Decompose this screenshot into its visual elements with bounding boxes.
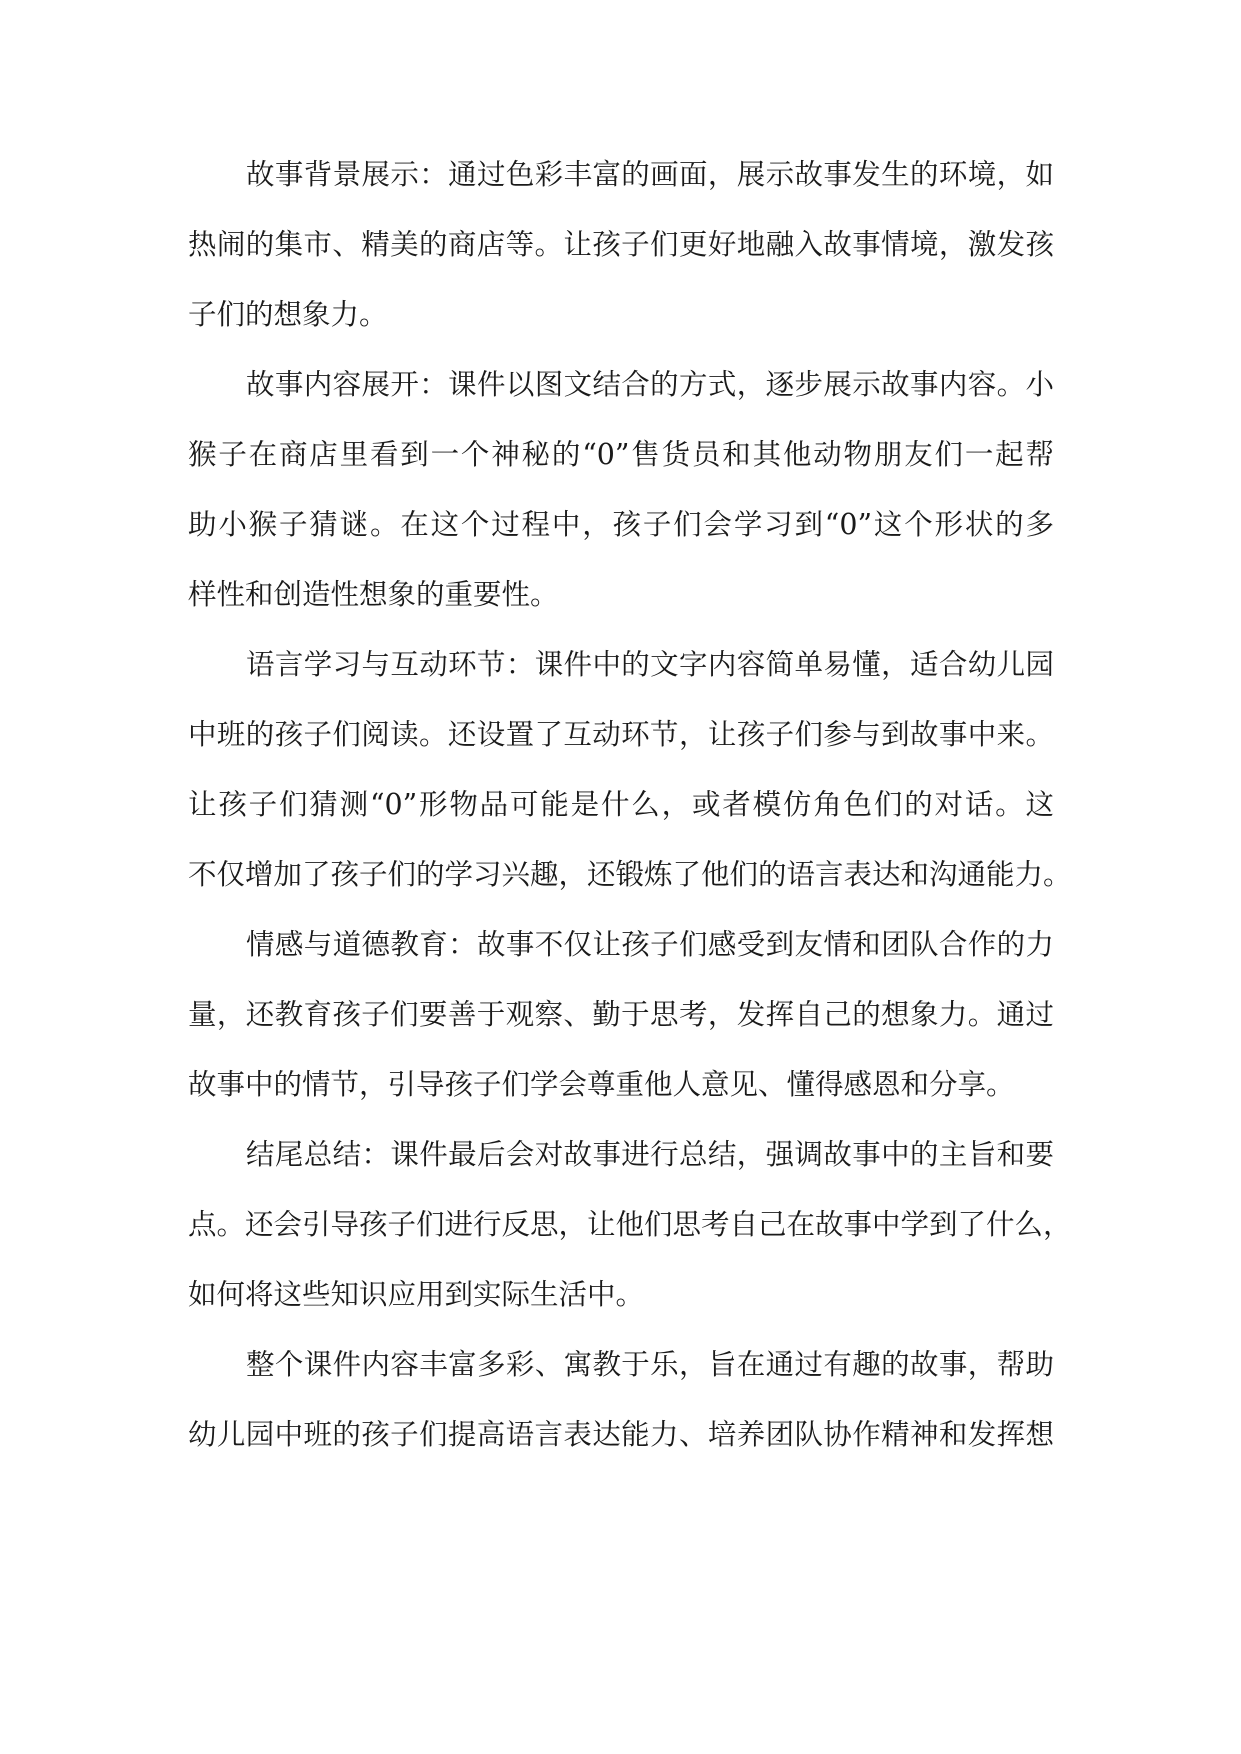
text-line: 猴子在商店里看到一个神秘的“0”售货员和其他动物朋友们一起帮 [188, 438, 1054, 471]
text-line: 点。还会引导孩子们进行反思，让他们思考自己在故事中学到了什么， [188, 1208, 1072, 1241]
text-line: 如何将这些知识应用到实际生活中。 [188, 1278, 645, 1311]
text-line: 幼儿园中班的孩子们提高语言表达能力、培养团队协作精神和发挥想 [188, 1418, 1054, 1451]
text-line: 热闹的集市、精美的商店等。让孩子们更好地融入故事情境，激发孩 [188, 228, 1054, 261]
paragraph-ending-summary [188, 1120, 1072, 1330]
paragraph-story-background [188, 140, 1054, 350]
text-line: 情感与道德教育：故事不仅让孩子们感受到友情和团队合作的力 [246, 928, 1054, 961]
text-line: 整个课件内容丰富多彩、寓教于乐，旨在通过有趣的故事，帮助 [246, 1348, 1054, 1381]
text-line: 语言学习与互动环节：课件中的文字内容简单易懂，适合幼儿园 [246, 648, 1054, 681]
text-line: 故事背景展示：通过色彩丰富的画面，展示故事发生的环境，如 [246, 158, 1054, 191]
text-line: 中班的孩子们阅读。还设置了互动环节，让孩子们参与到故事中来。 [188, 718, 1054, 751]
paragraph-overall [188, 1330, 1054, 1470]
paragraph-emotion-moral [188, 910, 1054, 1120]
text-line: 故事中的情节，引导孩子们学会尊重他人意见、懂得感恩和分享。 [188, 1068, 1015, 1101]
paragraph-story-content [188, 350, 1054, 630]
text-line: 助小猴子猜谜。在这个过程中，孩子们会学习到“0”这个形状的多 [188, 508, 1054, 541]
text-line: 结尾总结：课件最后会对故事进行总结，强调故事中的主旨和要 [246, 1138, 1054, 1171]
paragraph-language-interaction [188, 630, 1072, 910]
document-body [188, 140, 1072, 1470]
text-line: 量，还教育孩子们要善于观察、勤于思考，发挥自己的想象力。通过 [188, 998, 1054, 1031]
text-line: 子们的想象力。 [188, 298, 388, 331]
text-line: 样性和创造性想象的重要性。 [188, 578, 559, 611]
text-line: 故事内容展开：课件以图文结合的方式，逐步展示故事内容。小 [246, 368, 1054, 401]
text-line: 不仅增加了孩子们的学习兴趣，还锻炼了他们的语言表达和沟通能力。 [188, 858, 1072, 891]
text-line: 让孩子们猜测“0”形物品可能是什么，或者模仿角色们的对话。这 [188, 788, 1054, 821]
